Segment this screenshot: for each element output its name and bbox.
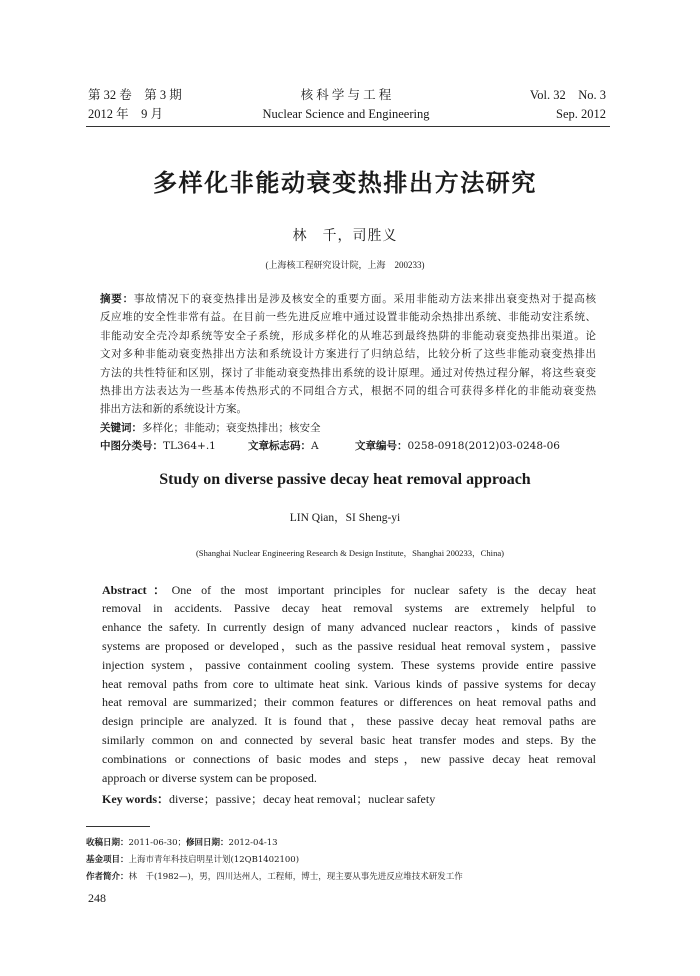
abstract-en-line: heat removal are summarized；their common features or differences on heat removal paths and <box>102 695 596 710</box>
keywords-cn-label: 关键词： <box>100 421 142 434</box>
bio-value: 林 千(1982—)，男，四川达州人，工程师，博士，现主要从事先进反应堆技术研发工作 <box>128 871 463 882</box>
classification-line <box>100 437 596 455</box>
keywords-en-label: Key words： <box>102 791 169 806</box>
abstract-en-line: injection system，passive containment cooling system. These systems provide entire passive <box>102 657 596 672</box>
abstract-en-line: similarly common on and connected by several basic heat transfer modes and steps. By the <box>102 732 596 747</box>
revised-value: 2012-04-13 <box>228 837 278 848</box>
header-date-en: Sep. 2012 <box>556 107 606 121</box>
document-code <box>248 437 319 455</box>
abstract-cn-line: 反应堆的安全性非常有益。在目前一些先进反应堆中通过设置非能动余热排出系统、非能动安注系统、 <box>100 311 596 324</box>
abstract-en-line <box>102 581 596 600</box>
abstract-cn-line: 方法的共性特征和区别，探讨了非能动衰变热排出系统的设计原理。通过对传热过程分解，将这些衰变 <box>100 366 596 379</box>
header-volume-issue-cn: 第 32 卷 第 3 期 <box>88 88 182 102</box>
clc-number <box>100 437 216 455</box>
article-id <box>355 437 560 455</box>
keywords-cn-value: 多样化；非能动；衰变热排出；核安全 <box>142 421 321 434</box>
affiliation-cn: (上海核工程研究设计院，上海 200233) <box>265 260 425 270</box>
abstract-cn <box>100 290 596 456</box>
header-volume-issue-en: Vol. 32 No. 3 <box>529 88 606 102</box>
abstract-en-line: enhance the safety. In currently design of many advanced nuclear reactors，kinds of passive <box>102 620 596 635</box>
paper-title-cn: 多样化非能动衰变热排出方法研究 <box>153 169 537 197</box>
authors-cn: 林 千，司胜义 <box>292 229 398 244</box>
header-date-cn: 2012 年 9 月 <box>88 107 164 121</box>
abstract-cn-line: 热排出方法表达为一些基本传热形式的不同组合方式，根据不同的组合可获得多样化的非能动衰变热 <box>100 384 596 397</box>
keywords-en <box>102 790 435 809</box>
header-journal-cn: 核 科 学 与 工 程 <box>300 88 392 102</box>
funding-label: 基金项目： <box>86 854 129 865</box>
document-code-label: 文章标志码： <box>248 440 311 453</box>
affiliation-en: (Shanghai Nuclear Engineering Research & Design Institute，Shanghai 200233，China) <box>195 548 505 558</box>
abstract-cn-label: 摘要： <box>100 293 134 305</box>
bio-label: 作者简介： <box>86 871 129 882</box>
footnote-author-bio <box>86 869 606 886</box>
abstract-en-line: combinations or connections of basic modes and steps，new passive decay heat removal <box>102 751 596 766</box>
abstract-cn-line: 文对多种非能动衰变热排出方法和系统设计方案进行了归纳总结，比较分析了这些非能动衰变热排出 <box>100 348 596 361</box>
article-id-value: 0258-0918(2012)03-0248-06 <box>407 440 560 453</box>
received-label: 收稿日期： <box>86 837 129 848</box>
abstract-en-line: design principle are analyzed. It is found that，these passive decay heat removal paths are <box>102 714 596 729</box>
footnote-rule <box>86 826 150 827</box>
funding-value: 上海市青年科技启明星计划(12QB1402100) <box>128 854 300 865</box>
clc-value: TL364+.1 <box>163 440 216 453</box>
authors-en: LIN Qian，SI Sheng-yi <box>289 512 401 524</box>
footnote-dates <box>86 835 606 852</box>
abstract-en-line: heat removal paths from core to ultimate heat sink. Various kinds of passive systems for decay <box>102 676 596 691</box>
abstract-cn-line <box>100 290 596 308</box>
abstract-en <box>102 581 596 788</box>
abstract-cn-line: 非能动安全壳冷却系统等安全子系统，形成多样化的从堆芯到最终热阱的非能动衰变热排出渠道。论 <box>100 329 596 342</box>
footnotes <box>86 835 606 886</box>
abstract-en-text: One of the most important principles for nuclear safety is the decay heat <box>171 582 597 597</box>
paper-title-en: Study on diverse passive decay heat removal approach <box>159 471 531 488</box>
header-rule <box>86 126 610 127</box>
keywords-en-value: diverse；passive；decay heat removal；nuclear safety <box>169 791 436 806</box>
abstract-cn-text: 事故情况下的衰变热排出是涉及核安全的重要方面。采用非能动方法来排出衰变热对于提高核 <box>133 293 597 305</box>
header-journal-en: Nuclear Science and Engineering <box>262 107 430 121</box>
abstract-cn-line: 排出方法和新的系统设计方案。 <box>100 403 247 416</box>
abstract-en-label: Abstract： <box>102 582 172 597</box>
abstract-en-line: approach or diverse system can be proposed. <box>102 770 317 785</box>
article-id-label: 文章编号： <box>355 440 408 453</box>
clc-label: 中图分类号： <box>100 440 163 453</box>
revised-label: 修回日期： <box>186 837 229 848</box>
abstract-en-line: systems are proposed or developed，such as the passive residual heat removal system，passive <box>102 638 596 653</box>
abstract-en-line: removal in accidents. Passive decay heat removal systems are extremely helpful to <box>102 601 596 616</box>
received-value: 2011-06-30； <box>128 837 187 848</box>
document-code-value: A <box>311 440 319 453</box>
footnote-funding <box>86 852 606 869</box>
page-number: 248 <box>88 891 106 905</box>
keywords-cn <box>100 419 596 437</box>
